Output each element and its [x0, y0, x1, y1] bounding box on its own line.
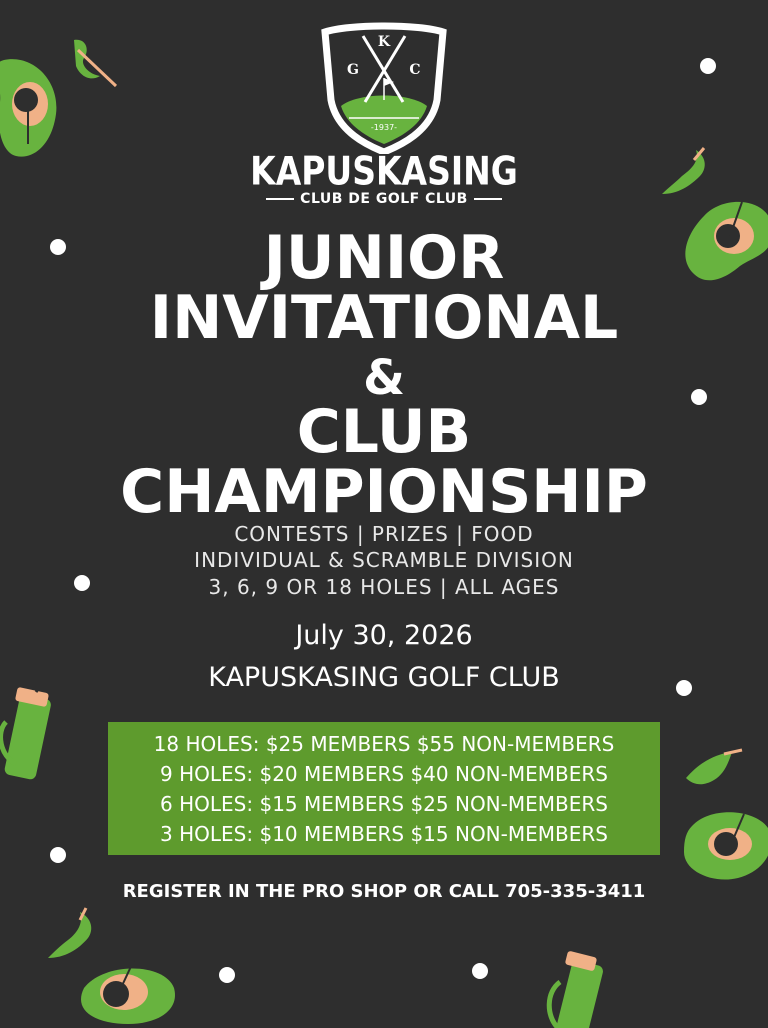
brand-name: KAPUSKASING: [250, 148, 518, 195]
golf-flag-icon: [46, 906, 106, 962]
tagline-divisions: INDIVIDUAL & SCRAMBLE DIVISION: [194, 548, 574, 572]
pricing-box: [108, 722, 660, 855]
brand-subtitle: CLUB DE GOLF CLUB: [300, 191, 468, 207]
headline-club: CLUB: [296, 397, 472, 467]
tagline-holes: 3, 6, 9 OR 18 HOLES | ALL AGES: [208, 575, 560, 599]
brand-subtitle-row: [0, 191, 768, 207]
golf-ball-icon: [472, 963, 488, 979]
golf-bag-icon: [536, 936, 610, 1028]
golf-flag-icon: [684, 748, 744, 794]
price-6-holes: 6 HOLES: $15 MEMBERS $25 NON-MEMBERS: [160, 792, 608, 816]
price-3-holes: 3 HOLES: $10 MEMBERS $15 NON-MEMBERS: [160, 822, 608, 846]
headline-championship: CHAMPIONSHIP: [120, 457, 648, 527]
golf-shield-logo-icon: [319, 22, 449, 154]
golf-flag-icon: [68, 36, 124, 96]
golf-green-icon: [0, 52, 64, 162]
golf-green-icon: [682, 806, 768, 882]
divider: [474, 198, 502, 200]
price-9-holes: 9 HOLES: $20 MEMBERS $40 NON-MEMBERS: [160, 762, 608, 786]
tagline-contests: CONTESTS | PRIZES | FOOD: [234, 522, 534, 546]
golf-ball-icon: [50, 847, 66, 863]
logo-letter-k: K: [377, 34, 391, 50]
headline-junior: JUNIOR: [263, 223, 505, 293]
event-venue: KAPUSKASING GOLF CLUB: [208, 662, 560, 693]
price-18-holes: 18 HOLES: $25 MEMBERS $55 NON-MEMBERS: [153, 732, 615, 756]
event-date: July 30, 2026: [295, 620, 473, 651]
headline-invitational: INVITATIONAL: [149, 283, 619, 353]
logo-letter-g: G: [347, 62, 359, 78]
register-info: REGISTER IN THE PRO SHOP OR CALL 705-335-3411: [122, 881, 646, 902]
headline-ampersand: &: [363, 350, 405, 406]
logo-letter-c: C: [409, 62, 421, 78]
golf-ball-icon: [700, 58, 716, 74]
golf-ball-icon: [219, 967, 235, 983]
logo-year: -1937-: [370, 123, 398, 132]
golf-green-icon: [74, 958, 178, 1024]
divider: [266, 198, 294, 200]
